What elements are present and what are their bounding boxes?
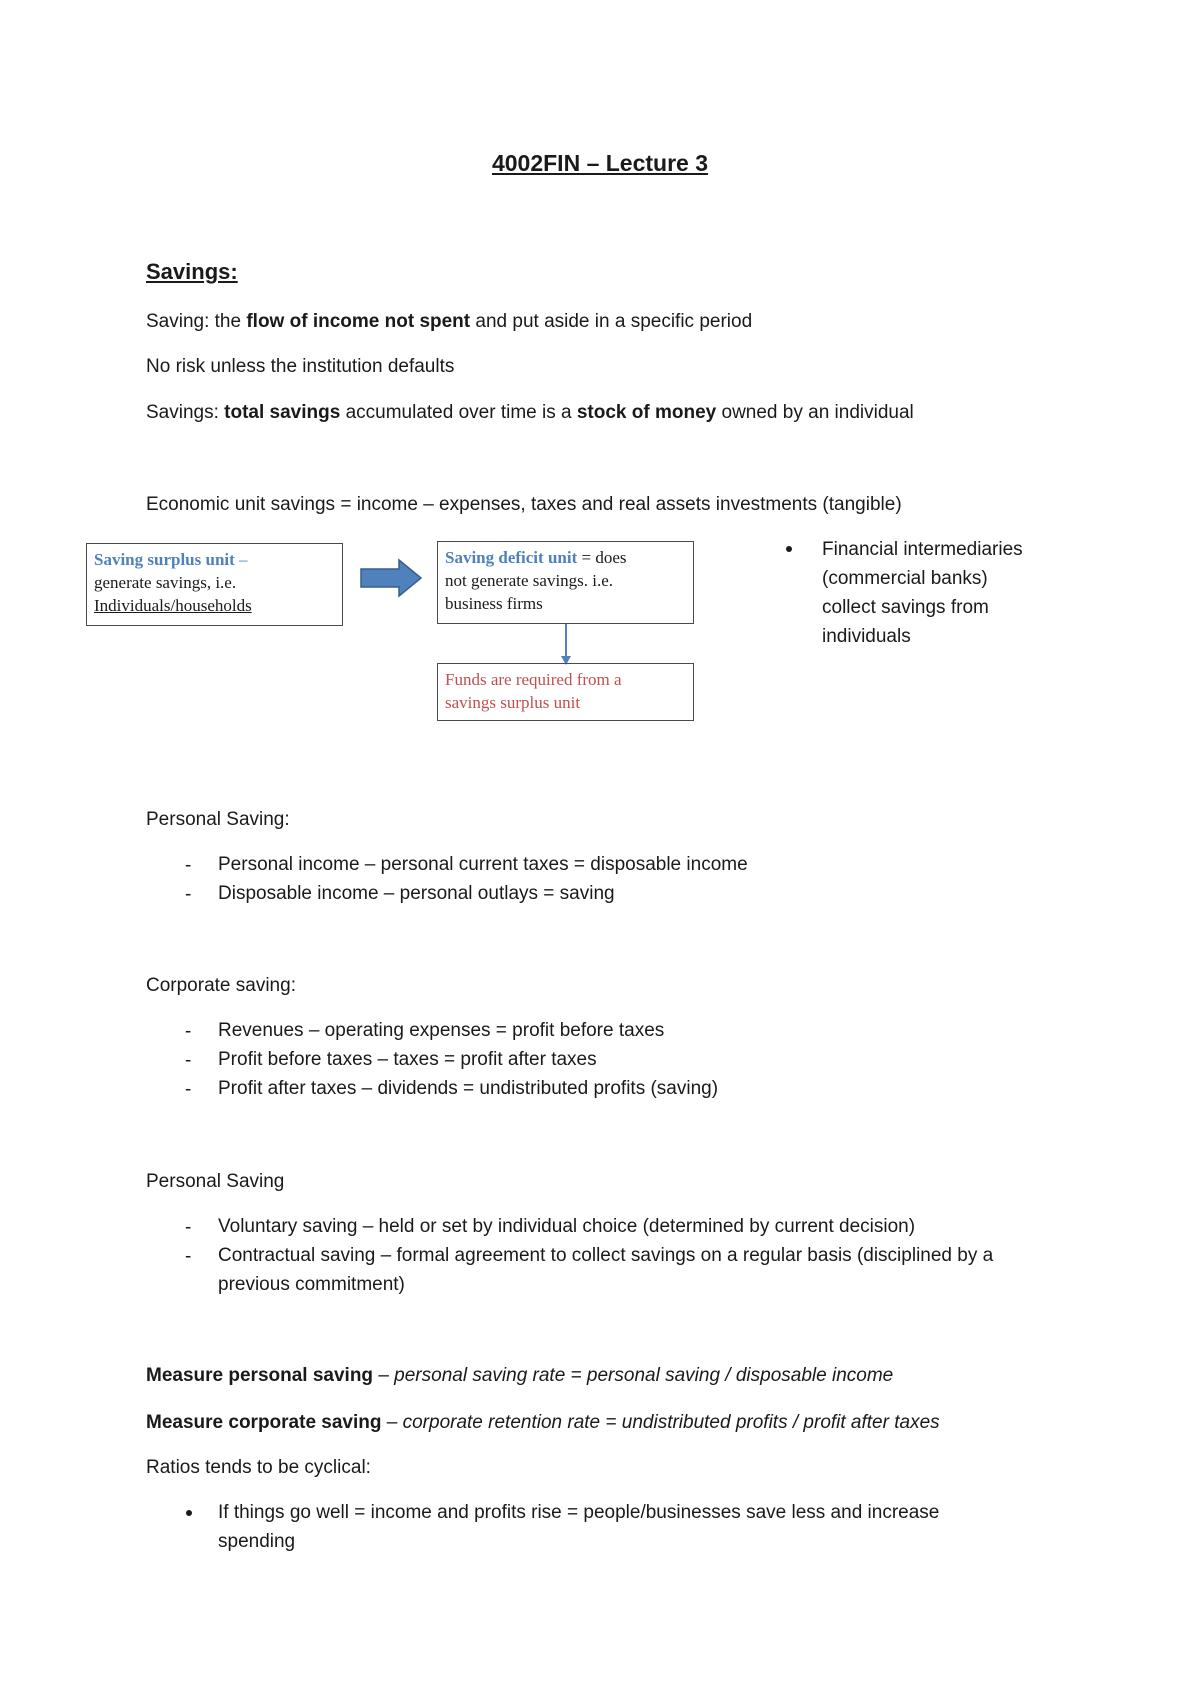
section-heading-savings: Savings: (146, 259, 238, 284)
box-line: savings surplus unit (445, 693, 581, 712)
list-item: Profit before taxes – taxes = profit after taxes (218, 1049, 597, 1070)
text-run: accumulated over time is a (340, 402, 577, 423)
box-line: Funds are required from a (445, 670, 622, 689)
box-line: business firms (445, 594, 543, 613)
dash-bullet: - (185, 1050, 192, 1071)
corporate-saving-list (0, 1016, 1200, 1106)
list-item: Contractual saving – formal agreement to collect savings on a regular basis (disciplined by a (218, 1245, 994, 1266)
financial-intermediaries-note (822, 535, 1023, 651)
ratios-heading: Ratios tends to be cyclical: (146, 1457, 371, 1478)
dash-bullet: - (185, 884, 192, 905)
measure-personal-saving-line (146, 1364, 893, 1388)
text-run: owned by an individual (716, 402, 914, 423)
list-item-continuation: previous commitment) (218, 1274, 405, 1295)
box-line: generate savings, i.e. (94, 573, 237, 592)
text-run: – (381, 1412, 403, 1433)
box-dash: – (234, 550, 248, 569)
list-item: Profit after taxes – dividends = undistributed profits (saving) (218, 1078, 719, 1099)
bullet-line: spending (218, 1531, 296, 1552)
box-rest: = does (577, 548, 627, 567)
dash-bullet: - (185, 1021, 192, 1042)
text-run: Savings: (146, 402, 225, 423)
economic-unit-savings-line: Economic unit savings = income – expenses, taxes and real assets investments (tangible) (146, 494, 902, 515)
funds-required-box (437, 663, 694, 721)
bullet-icon (186, 1510, 192, 1516)
italic-run: corporate retention rate = undistributed profits / profit after taxes (402, 1412, 940, 1433)
list-item: Disposable income – personal outlays = saving (218, 883, 615, 904)
section-heading-corporate-saving: Corporate saving: (146, 975, 296, 996)
bold-run: Measure personal saving (146, 1365, 374, 1386)
list-item: Voluntary saving – held or set by individual choice (determined by current decision) (218, 1216, 916, 1237)
saving-deficit-unit-box (437, 541, 694, 624)
text-run: and put aside in a specific period (470, 311, 753, 332)
page-title: 4002FIN – Lecture 3 (491, 150, 709, 176)
note-line: Financial intermediaries (822, 539, 1023, 560)
ratios-bullet-item (218, 1498, 939, 1556)
personal-saving-list (0, 850, 1200, 910)
bullet-icon (786, 546, 792, 552)
savings-stock-line (146, 401, 914, 425)
section-heading-personal-saving: Personal Saving: (146, 809, 290, 830)
box-title: Saving deficit unit (445, 548, 578, 567)
bold-run: stock of money (576, 402, 717, 423)
note-line: individuals (822, 626, 911, 647)
dash-bullet: - (185, 855, 192, 876)
box-title: Saving surplus unit (94, 550, 235, 569)
text-run: Saving: the (146, 311, 247, 332)
down-arrow-icon (558, 624, 574, 666)
personal-saving-types-list (0, 1212, 1200, 1302)
dash-bullet: - (185, 1079, 192, 1100)
savings-definition-line (146, 310, 752, 334)
bold-run: flow of income not spent (246, 311, 471, 332)
note-line: (commercial banks) (822, 568, 988, 589)
saving-surplus-unit-box (86, 543, 343, 626)
bold-run: Measure corporate saving (146, 1412, 382, 1433)
section-heading-personal-saving-types: Personal Saving (146, 1171, 285, 1192)
box-line (445, 546, 686, 569)
dash-bullet: - (185, 1217, 192, 1238)
note-line: collect savings from (822, 597, 989, 618)
bullet-line: If things go well = income and profits rise = people/businesses save less and increase (218, 1502, 940, 1523)
list-item: Revenues – operating expenses = profit before taxes (218, 1020, 665, 1041)
box-line (94, 548, 335, 571)
italic-run: personal saving rate = personal saving / disposable income (394, 1365, 894, 1386)
box-line: not generate savings. i.e. (445, 571, 614, 590)
list-item: Personal income – personal current taxes = disposable income (218, 854, 748, 875)
dash-bullet: - (185, 1246, 192, 1267)
box-line: Individuals/households (94, 596, 252, 615)
right-arrow-icon (359, 558, 423, 598)
text-run: – (373, 1365, 395, 1386)
savings-risk-line: No risk unless the institution defaults (146, 356, 455, 377)
measure-corporate-saving-line (146, 1411, 940, 1435)
bold-run: total savings (224, 402, 341, 423)
